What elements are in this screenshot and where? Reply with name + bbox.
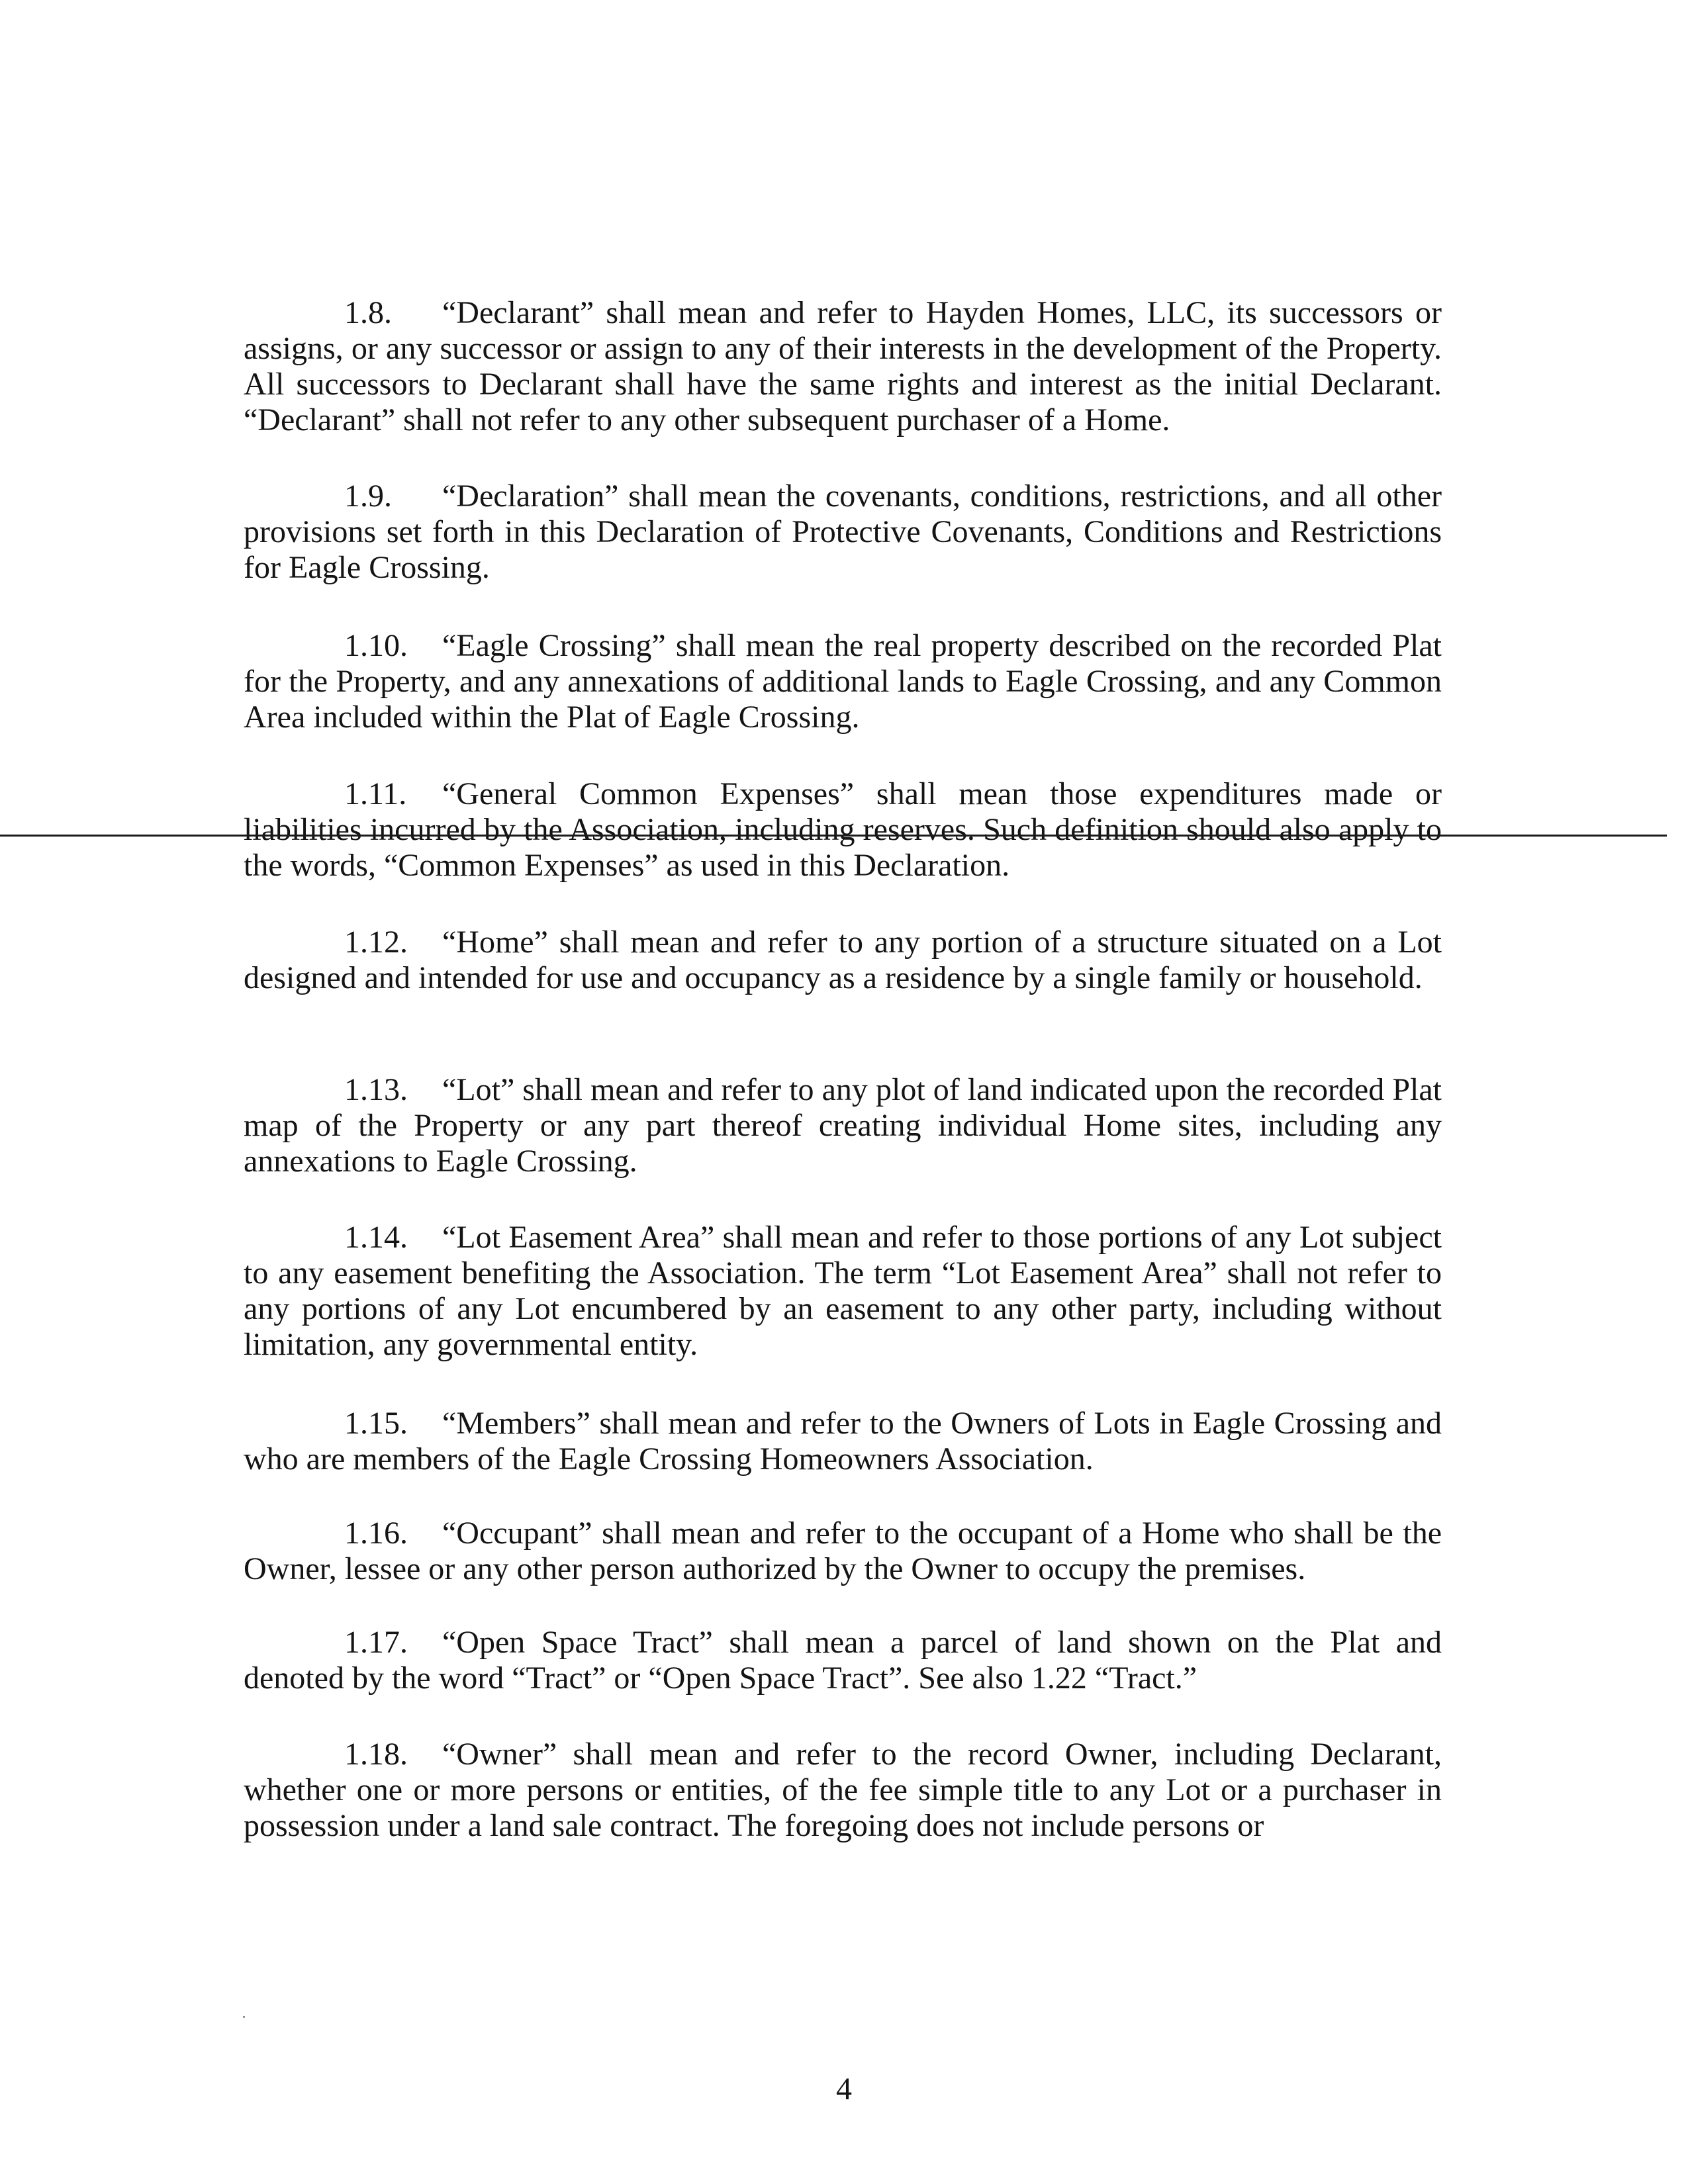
page-number: 4 bbox=[836, 2071, 852, 2107]
section-text: “Lot Easement Area” shall mean and refer to those portions of any Lot subject to any easement benefiting the Association. The term “Lot Easement Area” shall not refer to any portions of any Lot encumbered by an easement to any other party, including without limitation, any governmental entity. bbox=[244, 1220, 1442, 1362]
section-text: “Eagle Crossing” shall mean the real property described on the recorded Plat for the Property, and any annexations of additional lands to Eagle Crossing, and any Common Area included within the Plat of Eagle Crossing. bbox=[244, 628, 1442, 735]
section-1-9 bbox=[244, 478, 1442, 586]
section-number: 1.12. bbox=[344, 925, 408, 960]
section-number: 1.13. bbox=[344, 1072, 408, 1107]
section-text: “Members” shall mean and refer to the Owners of Lots in Eagle Crossing and who are members of the Eagle Crossing Homeowners Association. bbox=[244, 1406, 1442, 1477]
section-number: 1.18. bbox=[344, 1737, 408, 1772]
section-1-8 bbox=[244, 295, 1442, 438]
strike-through-line bbox=[0, 835, 1667, 837]
section-1-18 bbox=[244, 1737, 1442, 1844]
section-1-16 bbox=[244, 1516, 1442, 1587]
section-text: “Home” shall mean and refer to any portion of a structure situated on a Lot designed and intended for use and occupancy as a residence by a single family or household. bbox=[244, 925, 1442, 995]
section-number: 1.14. bbox=[344, 1220, 408, 1255]
section-number: 1.11. bbox=[344, 776, 407, 811]
section-number: 1.15. bbox=[344, 1406, 408, 1441]
section-1-11 bbox=[244, 776, 1442, 884]
section-number: 1.17. bbox=[344, 1625, 408, 1660]
section-number: 1.10. bbox=[344, 628, 408, 663]
section-1-10 bbox=[244, 628, 1442, 735]
section-number: 1.16. bbox=[344, 1516, 408, 1551]
section-text: “Owner” shall mean and refer to the record Owner, including Declarant, whether one or more persons or entities, of the fee simple title to any Lot or a purchaser in possession under a land sale contract. The foregoing does not include persons or bbox=[244, 1737, 1442, 1843]
section-number: 1.9. bbox=[344, 478, 392, 514]
section-text: “Declarant” shall mean and refer to Hayden Homes, LLC, its successors or assigns, or any successor or assign to any of their interests in the development of the Property. All successors to Declarant shall have the same rights and interest as the initial Declarant. “Declarant” shall not refer to any other subsequent purchaser of a Home. bbox=[244, 295, 1442, 437]
section-1-12 bbox=[244, 925, 1442, 996]
section-1-17 bbox=[244, 1625, 1442, 1696]
section-number: 1.8. bbox=[344, 295, 392, 330]
section-1-15 bbox=[244, 1406, 1442, 1477]
section-1-14 bbox=[244, 1220, 1442, 1363]
section-text: “Lot” shall mean and refer to any plot of land indicated upon the recorded Plat map of the Property or any part thereof creating individual Home sites, including any annexations to Eagle Crossing. bbox=[244, 1072, 1442, 1179]
section-text: “Occupant” shall mean and refer to the occupant of a Home who shall be the Owner, lessee or any other person authorized by the Owner to occupy the premises. bbox=[244, 1516, 1442, 1586]
scan-speck bbox=[243, 2016, 245, 2018]
section-text: “Declaration” shall mean the covenants, conditions, restrictions, and all other provisions set forth in this Declaration of Protective Covenants, Conditions and Restrictions for Eagle Crossing. bbox=[244, 478, 1442, 585]
section-text: “General Common Expenses” shall mean those expenditures made or liabilities incurred by the Association, including reserves. Such definition should also apply to the words, “Common Expenses” as used in this Declaration. bbox=[244, 776, 1442, 883]
section-1-13 bbox=[244, 1072, 1442, 1179]
section-text: “Open Space Tract” shall mean a parcel of land shown on the Plat and denoted by the word “Tract” or “Open Space Tract”. See also 1.22 “Tract.” bbox=[244, 1625, 1442, 1696]
